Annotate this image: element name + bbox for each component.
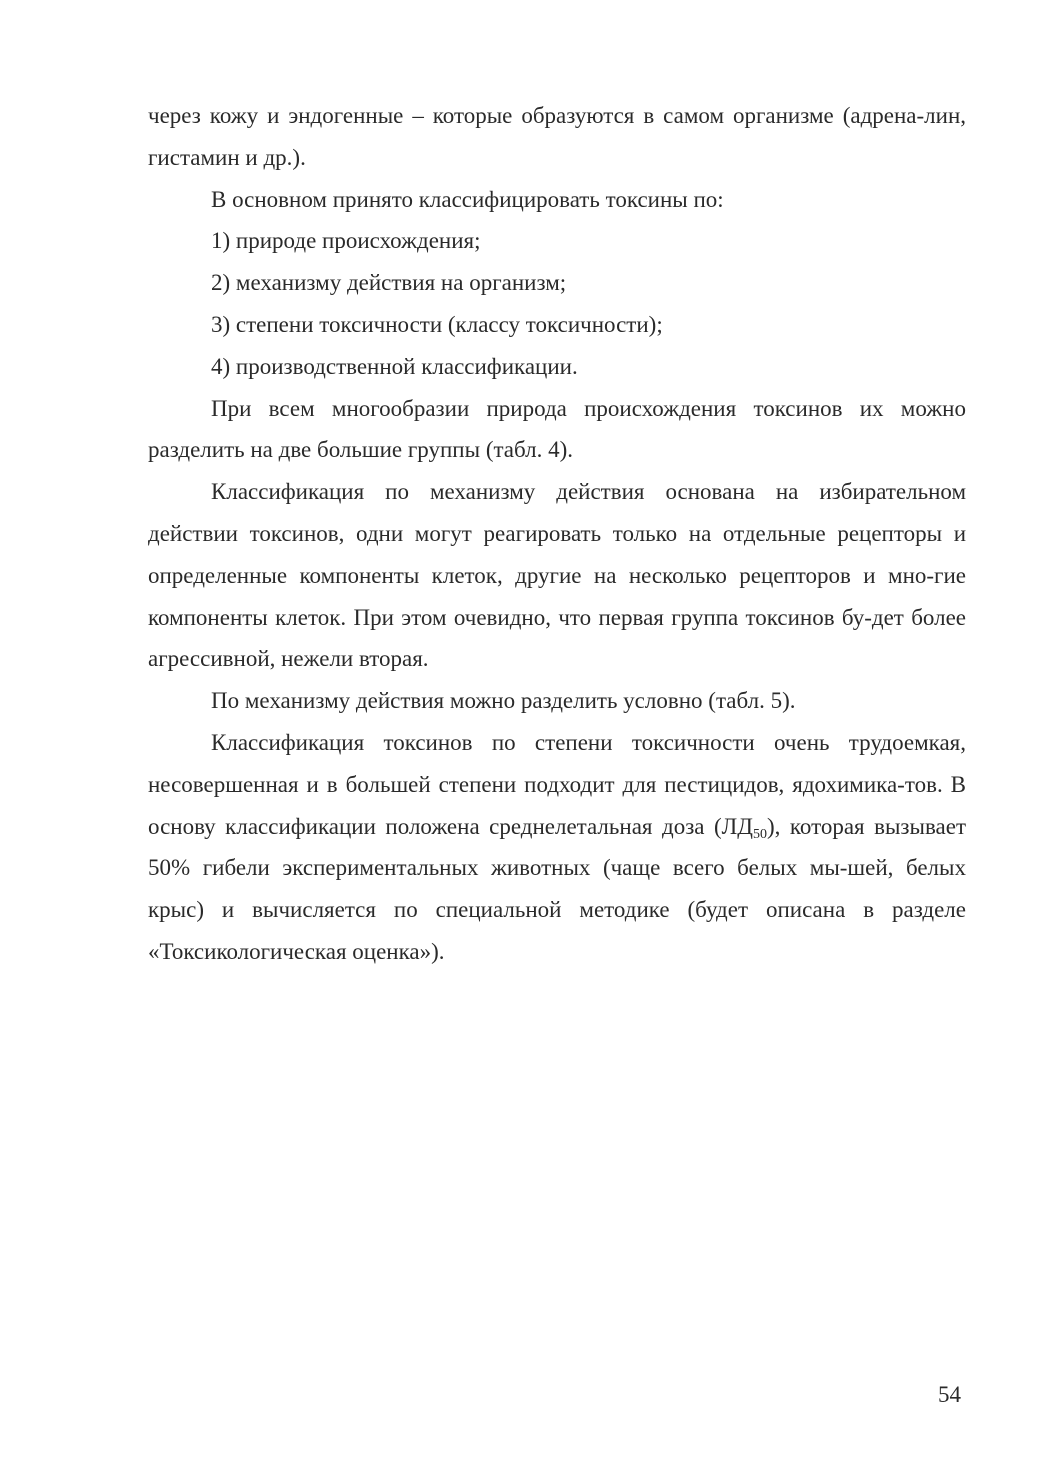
paragraph: В основном принято классифицировать токсины по: bbox=[211, 186, 724, 212]
subscript: 50 bbox=[752, 826, 767, 842]
list-item: 4) производственной классификации. bbox=[211, 353, 578, 379]
list-item: 2) механизму действия на организм; bbox=[211, 270, 567, 296]
list-item: 3) степени токсичности (классу токсичности); bbox=[211, 311, 663, 337]
paragraph: Классификация по механизму действия основана на избирательном действии токсинов, одни могут реагировать только на отдельные рецепторы и определенные компоненты клеток, другие на несколько рецепторов и мно-гие компоненты клеток. При этом очевидно, что первая группа токсинов бу-дет более агрессивной, нежели вторая. bbox=[148, 479, 966, 672]
paragraph-text-before: Классификация токсинов по степени токсичности очень трудоемкая, несовершенная и в большей степени подходит для пестицидов, ядохимика-тов. В основу классификации положена среднелетальная доза (ЛД bbox=[148, 729, 966, 839]
page-number: 54 bbox=[938, 1382, 961, 1407]
paragraph: При всем многообразии природа происхождения токсинов их можно разделить на две большие группы (табл. 4). bbox=[148, 395, 966, 463]
list-item: 1) природе происхождения; bbox=[211, 228, 481, 254]
body-text bbox=[148, 95, 966, 973]
paragraph: По механизму действия можно разделить условно (табл. 5). bbox=[211, 688, 796, 714]
paragraph-ld50 bbox=[148, 722, 966, 973]
paragraph: через кожу и эндогенные – которые образуются в самом организме (адрена-лин, гистамин и др.). bbox=[148, 103, 966, 170]
paragraph-text-after: ), которая вызывает 50% гибели экспериментальных животных (чаще всего белых мы-шей, белых крыс) и вычисляется по специальной методике (будет описана в разделе «Токсикологическая оценка»). bbox=[148, 813, 966, 964]
